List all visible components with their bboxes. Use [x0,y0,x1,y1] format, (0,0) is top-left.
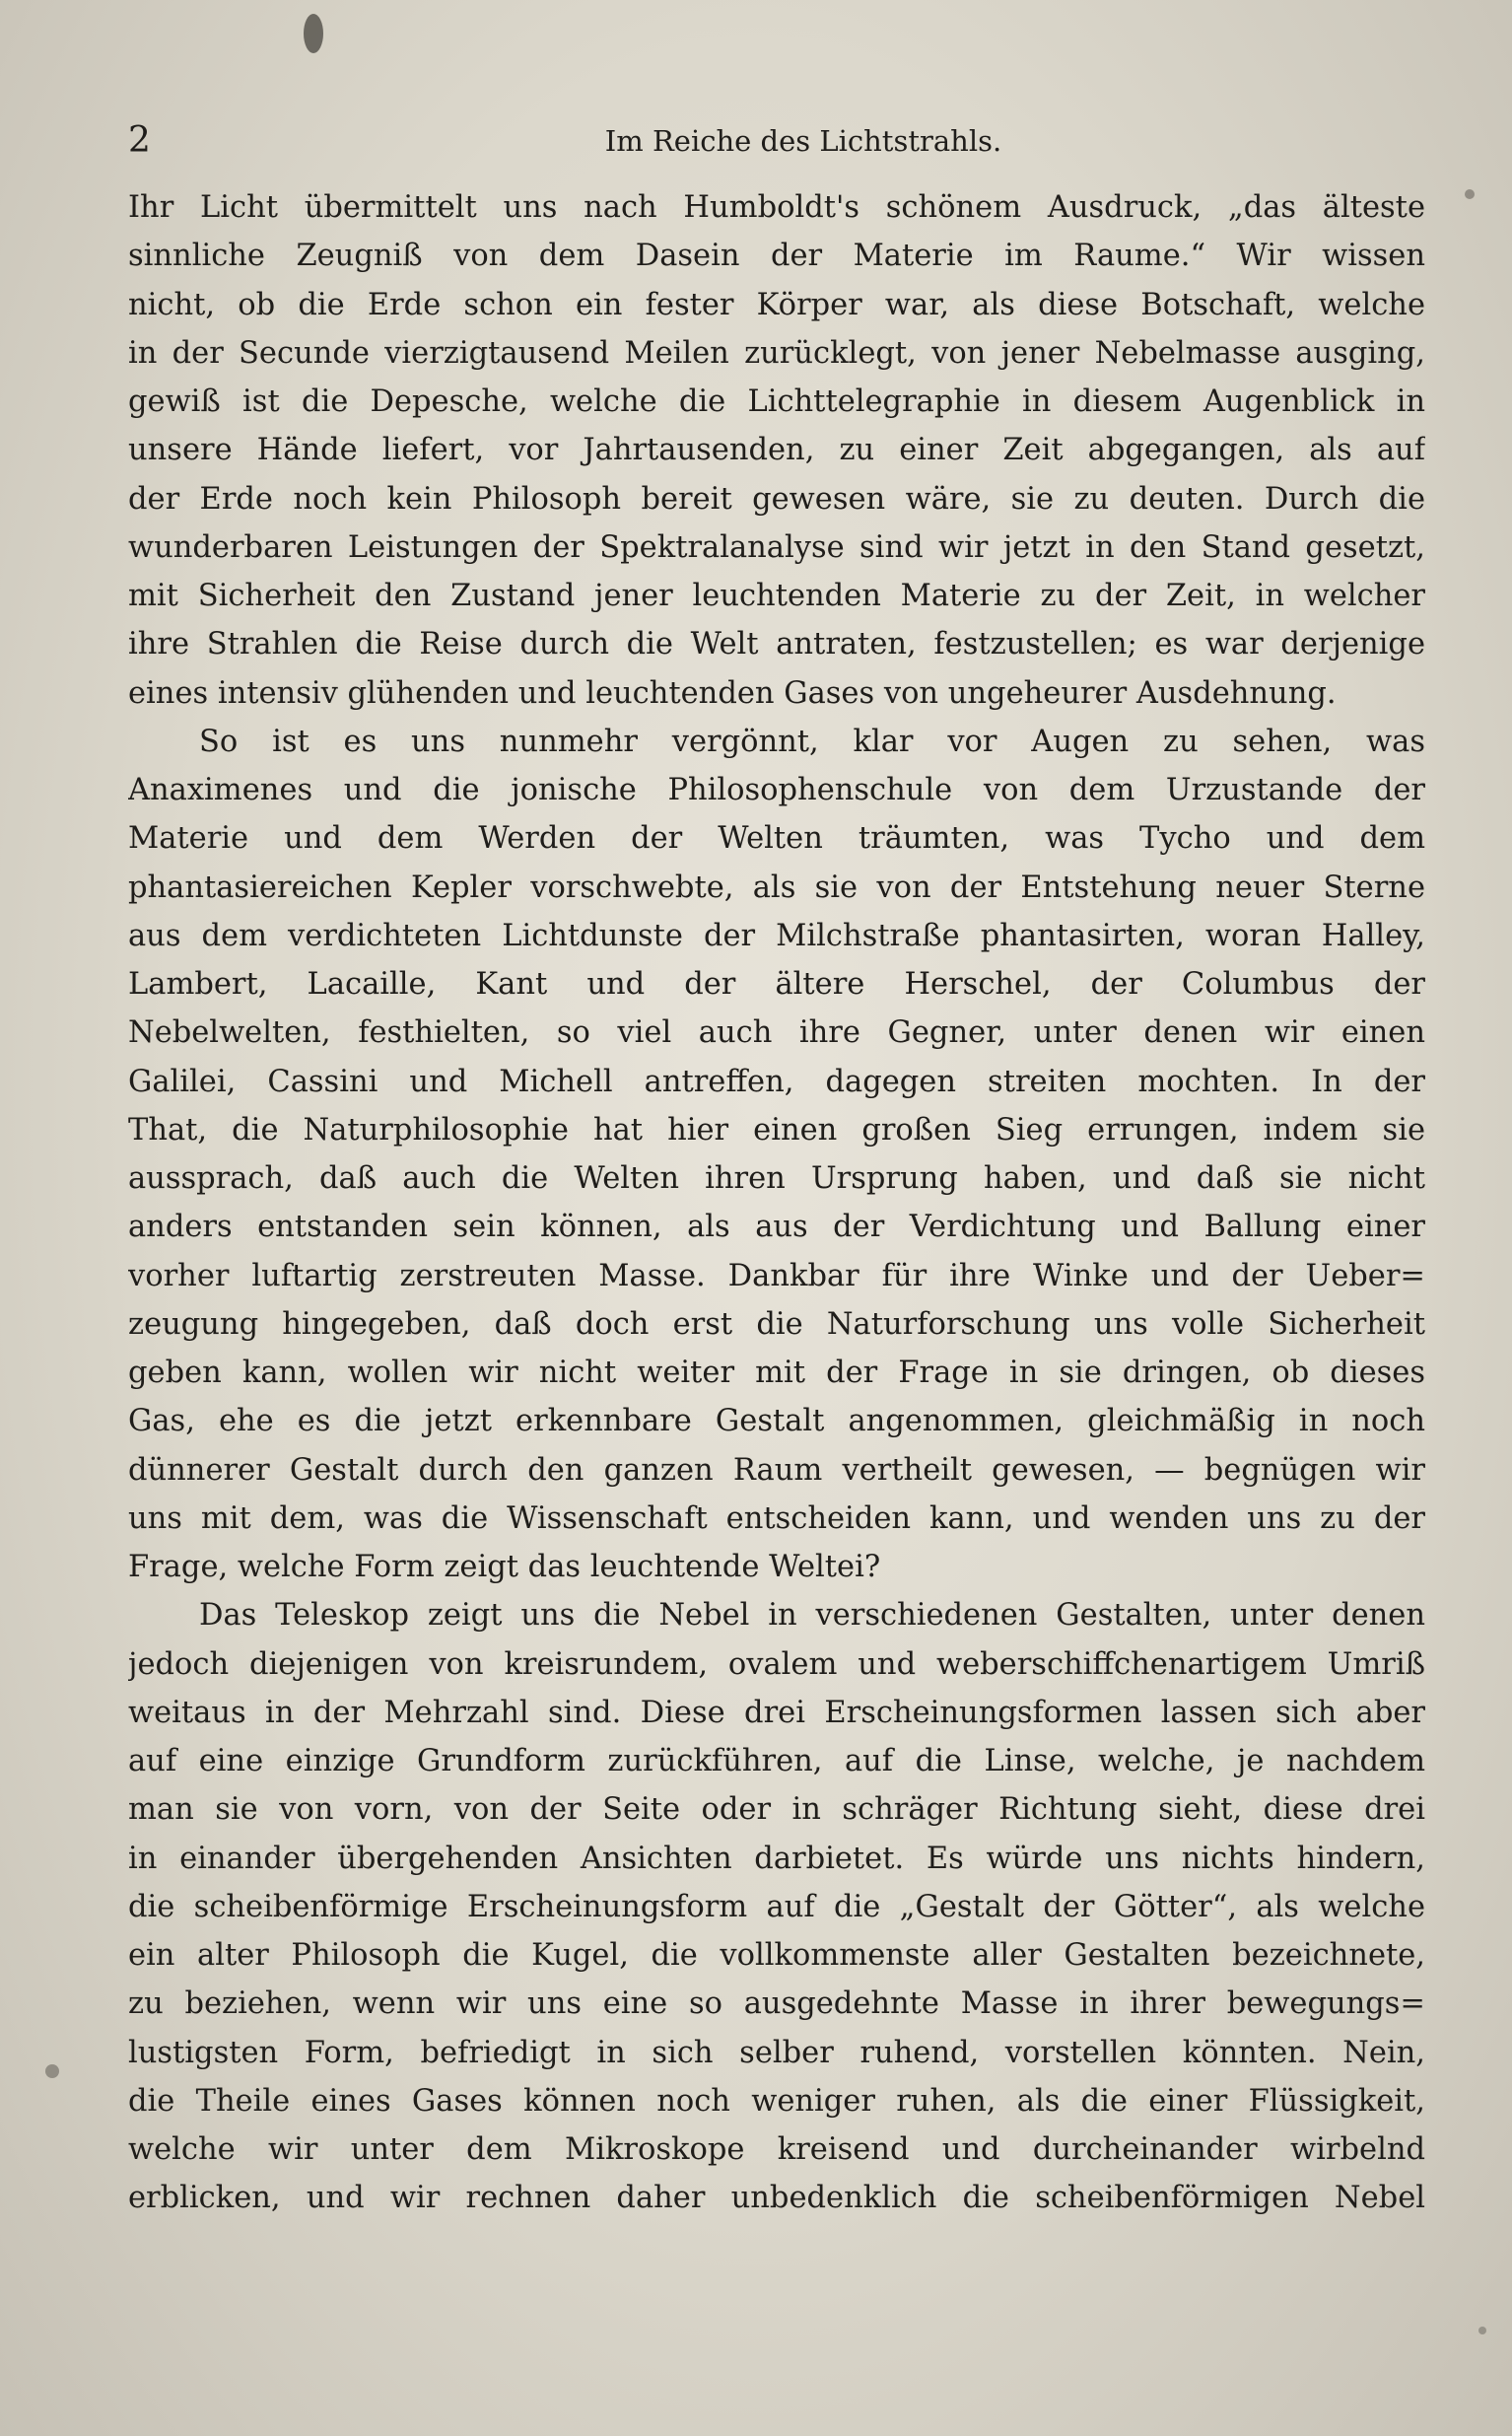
text-line: die Theile eines Gases können noch weniger ruhen, als die einer Flüssigkeit, [128,2083,1425,2119]
text-line: Materie und dem Werden der Welten träumten, was Tycho und dem [128,821,1425,857]
body-text [128,183,1425,2223]
text-line: dünnerer Gestalt durch den ganzen Raum vertheilt gewesen, — begnügen wir [128,1452,1425,1488]
text-line: in der Secunde vierzigtausend Meilen zurücklegt, von jener Nebelmasse ausging, [128,335,1425,371]
text-line: sinnliche Zeugniß von dem Dasein der Materie im Raume.“ Wir wissen [128,239,1425,274]
text-line: phantasiereichen Kepler vorschwebte, als sie von der Entstehung neuer Sterne [128,870,1425,905]
running-head: Im Reiche des Lichtstrahls. [604,124,1002,158]
text-line: auf eine einzige Grundform zurückführen, auf die Linse, welche, je nachdem [128,1744,1425,1778]
text-line: Anaximenes und die jonische Philosophenschule von dem Urzustande der [128,773,1425,807]
text-line: die scheibenförmige Erscheinungsform auf die „Gestalt der Götter“, als welche [128,1889,1425,1924]
text-line: der Erde noch kein Philosoph bereit gewesen wäre, sie zu deuten. Durch die [128,481,1425,517]
text-line: Das Teleskop zeigt uns die Nebel in verschiedenen Gestalten, unter denen [199,1598,1425,1634]
text-line: erblicken, und wir rechnen daher unbedenklich die scheibenförmigen Nebel [128,2181,1425,2216]
text-line: weitaus in der Mehrzahl sind. Diese drei Erscheinungsformen lassen sich aber [128,1695,1425,1730]
text-line: man sie von vorn, von der Seite oder in schräger Richtung sieht, diese drei [128,1792,1425,1828]
text-line: ein alter Philosoph die Kugel, die vollkommenste aller Gestalten bezeichnete, [128,1938,1425,1973]
text-line: Gas, ehe es die jetzt erkennbare Gestalt angenommen, gleichmäßig in noch [128,1404,1425,1439]
text-line: zu beziehen, wenn wir uns eine so ausgedehnte Masse in ihrer bewegungs= [128,1986,1425,2022]
text-line: in einander übergehenden Ansichten darbietet. Es würde uns nichts hindern, [128,1841,1425,1876]
text-line: lustigsten Form, befriedigt in sich selber ruhend, vorstellen könnten. Nein, [128,2035,1425,2070]
text-line: That, die Naturphilosophie hat hier einen großen Sieg errungen, indem sie [128,1112,1425,1148]
text-line: aus dem verdichteten Lichtdunste der Milchstraße phantasirten, woran Halley, [128,918,1425,953]
text-line: Ihr Licht übermittelt uns nach Humboldt's schönem Ausdruck, „das älteste [128,190,1425,225]
ink-speck [1465,189,1475,199]
text-line: Nebelwelten, festhielten, so viel auch ihre Gegner, unter denen wir einen [128,1015,1425,1051]
ink-speck [1478,2327,1486,2334]
text-line: geben kann, wollen wir nicht weiter mit der Frage in sie dringen, ob dieses [128,1356,1425,1390]
text-line: unsere Hände liefert, vor Jahrtausenden, zu einer Zeit abgegangen, als auf [128,433,1425,468]
page-header [128,116,1419,166]
text-line: anders entstanden sein können, als aus der Verdichtung und Ballung einer [128,1210,1425,1245]
text-line: welche wir unter dem Mikroskope kreisend und durcheinander wirbelnd [128,2132,1425,2167]
text-line: So ist es uns nunmehr vergönnt, klar vor Augen zu sehen, was [199,724,1425,759]
text-line: gewiß ist die Depesche, welche die Lichttelegraphie in diesem Augenblick in [128,384,1425,419]
text-line: nicht, ob die Erde schon ein fester Körper war, als diese Botschaft, welche [128,287,1425,322]
text-line: zeugung hingegeben, daß doch erst die Naturforschung uns volle Sicherheit [128,1306,1425,1342]
ink-speck [45,2064,59,2078]
text-line: wunderbaren Leistungen der Spektralanalyse sind wir jetzt in den Stand gesetzt, [128,529,1425,565]
text-line: aussprach, daß auch die Welten ihren Ursprung haben, und daß sie nicht [128,1161,1425,1196]
text-line: eines intensiv glühenden und leuchtenden Gases von ungeheurer Ausdehnung. [128,675,1337,711]
text-line: ihre Strahlen die Reise durch die Welt antraten, festzustellen; es war derjenige [128,627,1425,662]
text-line: jedoch diejenigen von kreisrundem, ovalem und weberschiffchenartigem Umriß [128,1646,1425,1682]
text-line: Lambert, Lacaille, Kant und der ältere Herschel, der Columbus der [128,967,1425,1002]
page-number: 2 [128,120,151,161]
text-line: uns mit dem, was die Wissenschaft entscheiden kann, und wenden uns zu der [128,1500,1425,1536]
text-line: Frage, welche Form zeigt das leuchtende Weltei? [128,1550,881,1584]
text-line: vorher luftartig zerstreuten Masse. Dankbar für ihre Winke und der Ueber= [128,1258,1425,1293]
ink-blot [304,14,323,53]
text-line: mit Sicherheit den Zustand jener leuchtenden Materie zu der Zeit, in welcher [128,579,1425,613]
text-line: Galilei, Cassini und Michell antreffen, dagegen streiten mochten. In der [128,1064,1425,1099]
